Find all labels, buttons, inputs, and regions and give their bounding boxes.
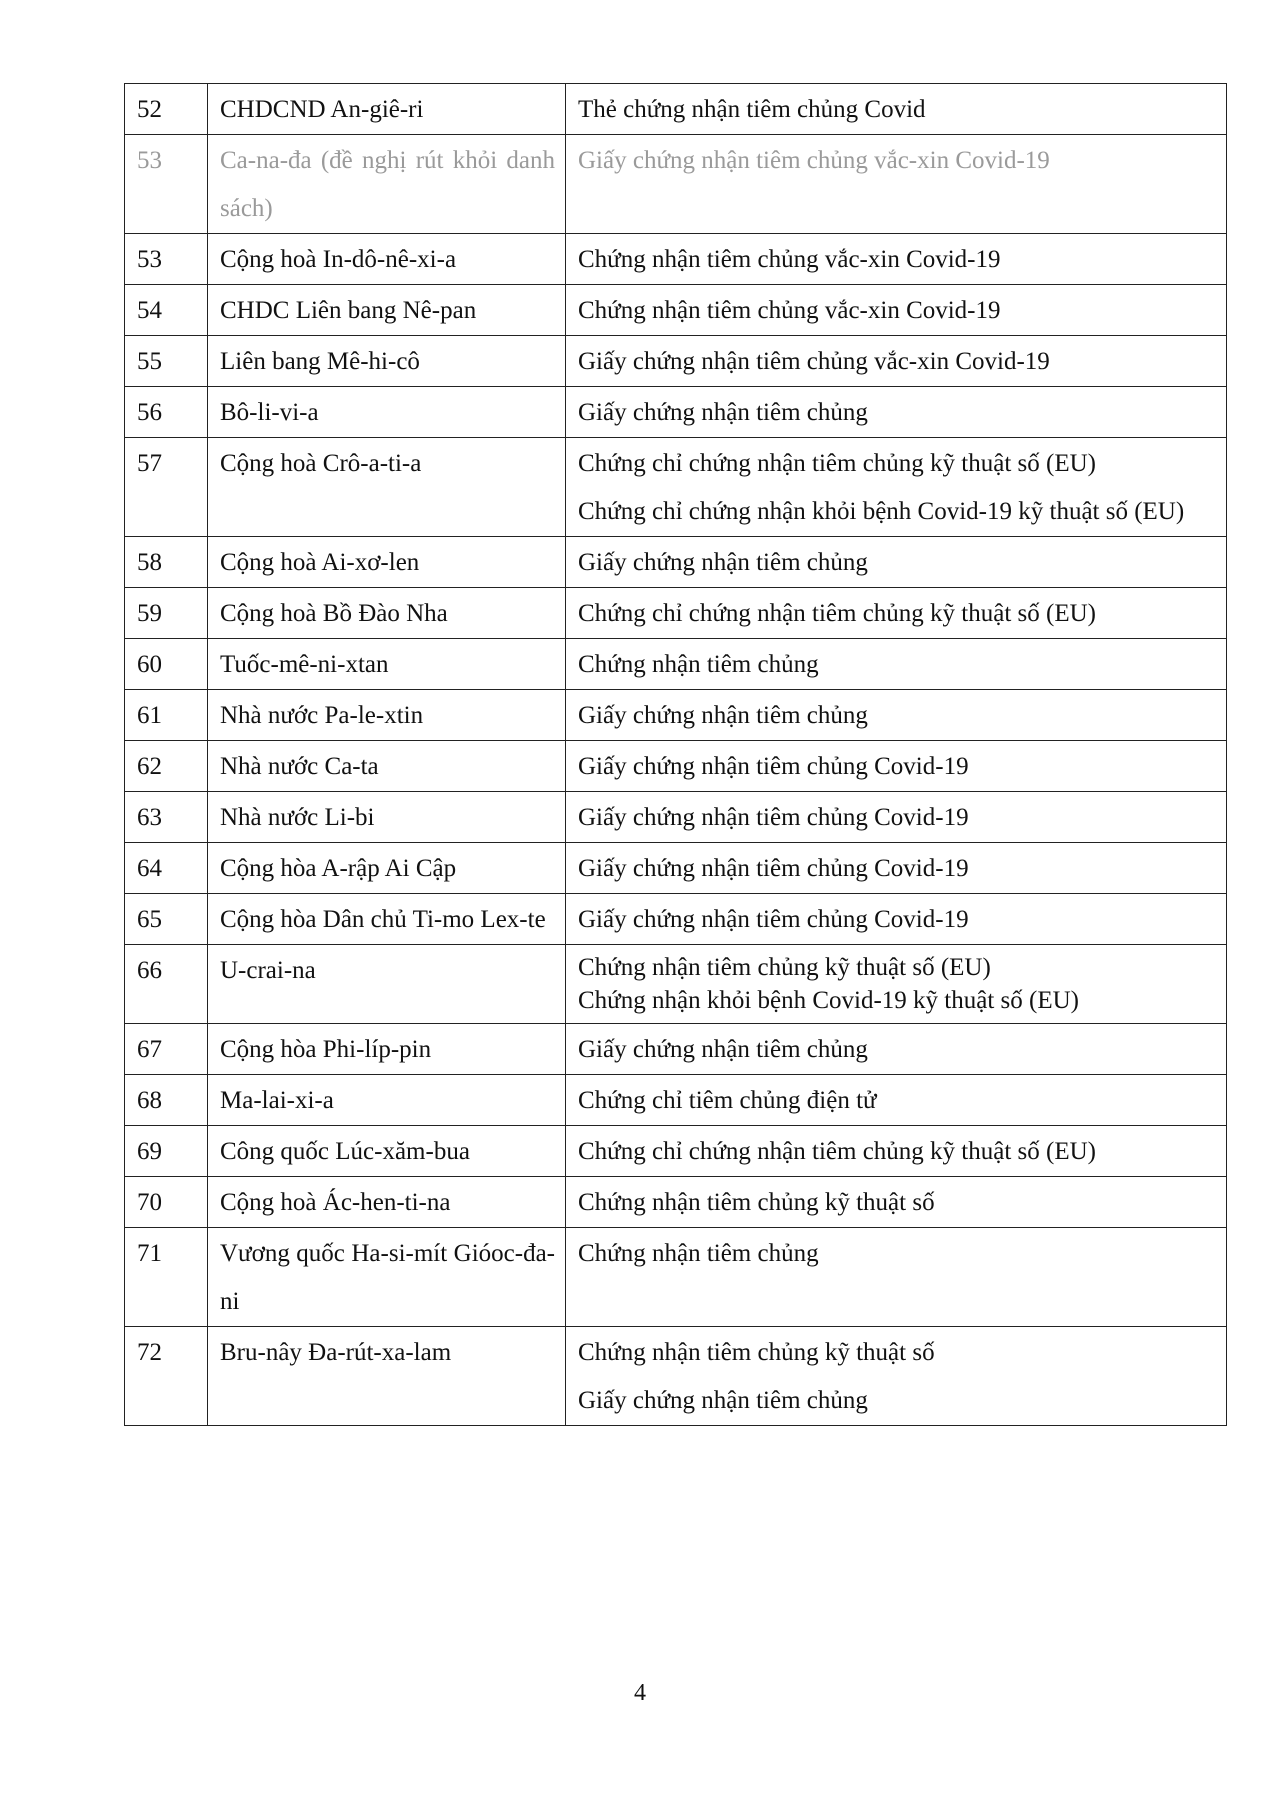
country-name: Liên bang Mê-hi-cô [208,336,566,387]
country-name: U-crai-na [208,945,566,1024]
certificate-cell [566,285,1227,336]
country-name: Cộng hoà In-dô-nê-xi-a [208,234,566,285]
row-number: 59 [125,588,208,639]
country-name: Cộng hoà Ác-hen-ti-na [208,1177,566,1228]
certificate-type: Chứng nhận tiêm chủng vắc-xin Covid-19 [578,246,1001,273]
certificate-type: Giấy chứng nhận tiêm chủng Covid-19 [578,906,969,933]
country-name: Vương quốc Ha-si-mít Gióoc-đa-ni [208,1228,566,1327]
table-row [125,639,1227,690]
certificate-type: Chứng nhận tiêm chủng kỹ thuật số (EU) [578,954,991,981]
row-number: 58 [125,537,208,588]
certificate-type: Chứng nhận tiêm chủng vắc-xin Covid-19 [578,297,1001,324]
certificate-cell [566,135,1227,234]
row-number: 65 [125,894,208,945]
certificate-type: Chứng chỉ chứng nhận tiêm chủng kỹ thuật số (EU) [578,450,1096,477]
table-row [125,84,1227,135]
certificate-type: Giấy chứng nhận tiêm chủng vắc-xin Covid-19 [578,348,1050,375]
country-name: Cộng hoà Bồ Đào Nha [208,588,566,639]
certificate-type: Chứng chỉ chứng nhận tiêm chủng kỹ thuật số (EU) [578,1138,1096,1165]
table-row [125,588,1227,639]
certificate-cell [566,1024,1227,1075]
table-body [125,84,1227,1426]
certificate-cell [566,690,1227,741]
row-number: 56 [125,387,208,438]
table-row [125,234,1227,285]
table-row [125,387,1227,438]
certificate-cell [566,1177,1227,1228]
certificate-cell [566,792,1227,843]
row-number: 53 [125,135,208,234]
certificate-type: Chứng nhận tiêm chủng kỹ thuật số [578,1189,935,1216]
country-name: Nhà nước Pa-le-xtin [208,690,566,741]
certificate-cell [566,945,1227,1024]
certificate-cell [566,1327,1227,1426]
table-row [125,1126,1227,1177]
country-name: Cộng hòa A-rập Ai Cập [208,843,566,894]
table-row [125,1024,1227,1075]
certificate-cell [566,336,1227,387]
table-row [125,741,1227,792]
row-number: 70 [125,1177,208,1228]
certificate-type: Chứng chỉ tiêm chủng điện tử [578,1087,877,1114]
country-name: Tuốc-mê-ni-xtan [208,639,566,690]
row-number: 67 [125,1024,208,1075]
certificate-type: Giấy chứng nhận tiêm chủng [578,1387,868,1414]
table-row [125,843,1227,894]
certificate-type: Chứng chỉ chứng nhận khỏi bệnh Covid-19 kỹ thuật số (EU) [578,498,1185,525]
row-number: 63 [125,792,208,843]
country-certificate-table [124,83,1227,1426]
certificate-type: Giấy chứng nhận tiêm chủng vắc-xin Covid-19 [578,147,1050,174]
row-number: 55 [125,336,208,387]
country-name: Cộng hoà Ai-xơ-len [208,537,566,588]
certificate-cell [566,588,1227,639]
table-row [125,1075,1227,1126]
row-number: 52 [125,84,208,135]
certificate-type: Chứng nhận tiêm chủng kỹ thuật số [578,1339,935,1366]
certificate-type: Giấy chứng nhận tiêm chủng [578,399,868,426]
page-number: 4 [634,1680,646,1706]
table-row [125,336,1227,387]
country-name: CHDCND An-giê-ri [208,84,566,135]
country-name: CHDC Liên bang Nê-pan [208,285,566,336]
table-row [125,135,1227,234]
table-row [125,1228,1227,1327]
certificate-cell [566,234,1227,285]
certificate-type: Giấy chứng nhận tiêm chủng [578,1036,868,1063]
certificate-type: Chứng nhận tiêm chủng [578,651,819,678]
certificate-type: Thẻ chứng nhận tiêm chủng Covid [578,96,926,123]
certificate-type: Giấy chứng nhận tiêm chủng Covid-19 [578,804,969,831]
country-name: Bô-li-vi-a [208,387,566,438]
row-number: 71 [125,1228,208,1327]
table-row [125,1177,1227,1228]
row-number: 57 [125,438,208,537]
country-name: Nhà nước Li-bi [208,792,566,843]
row-number: 54 [125,285,208,336]
table-row [125,1327,1227,1426]
certificate-cell [566,1126,1227,1177]
certificate-cell [566,843,1227,894]
certificate-cell [566,1075,1227,1126]
certificate-type: Chứng chỉ chứng nhận tiêm chủng kỹ thuật số (EU) [578,600,1096,627]
country-name: Cộng hoà Crô-a-ti-a [208,438,566,537]
certificate-cell [566,84,1227,135]
table-row [125,537,1227,588]
row-number: 69 [125,1126,208,1177]
table-row [125,792,1227,843]
certificate-cell [566,1228,1227,1327]
row-number: 66 [125,945,208,1024]
certificate-type: Giấy chứng nhận tiêm chủng [578,702,868,729]
table-row [125,945,1227,1024]
certificate-cell [566,639,1227,690]
country-name: Nhà nước Ca-ta [208,741,566,792]
country-name: Ma-lai-xi-a [208,1075,566,1126]
row-number: 61 [125,690,208,741]
certificate-type: Giấy chứng nhận tiêm chủng [578,549,868,576]
table-row [125,690,1227,741]
country-name: Ca-na-đa (đề nghị rút khỏi danh sách) [208,135,566,234]
country-name: Cộng hòa Dân chủ Ti-mo Lex-te [208,894,566,945]
certificate-cell [566,894,1227,945]
row-number: 60 [125,639,208,690]
table-row [125,285,1227,336]
certificate-cell [566,387,1227,438]
certificate-type: Chứng nhận khỏi bệnh Covid-19 kỹ thuật số (EU) [578,987,1080,1014]
table-row [125,438,1227,537]
row-number: 64 [125,843,208,894]
certificate-type: Chứng nhận tiêm chủng [578,1240,819,1267]
table-row [125,894,1227,945]
country-name: Công quốc Lúc-xăm-bua [208,1126,566,1177]
country-name: Bru-nây Đa-rút-xa-lam [208,1327,566,1426]
certificate-type: Giấy chứng nhận tiêm chủng Covid-19 [578,753,969,780]
row-number: 72 [125,1327,208,1426]
certificate-cell [566,537,1227,588]
row-number: 62 [125,741,208,792]
certificate-type: Giấy chứng nhận tiêm chủng Covid-19 [578,855,969,882]
country-name: Cộng hòa Phi-líp-pin [208,1024,566,1075]
row-number: 68 [125,1075,208,1126]
certificate-cell [566,741,1227,792]
certificate-cell [566,438,1227,537]
row-number: 53 [125,234,208,285]
